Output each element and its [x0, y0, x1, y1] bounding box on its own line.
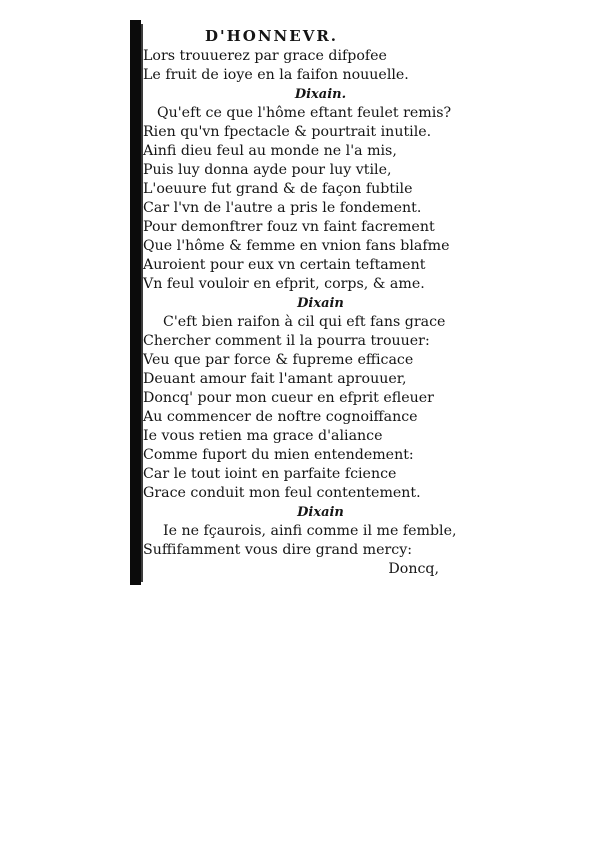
verse-line: Comme fuport du mien entendement: — [143, 447, 414, 463]
dixain-heading: Dixain — [297, 505, 344, 520]
verse-line: Au commencer de noftre cognoiffance — [143, 409, 418, 425]
verse-line: C'eft bien raifon à cil qui eft fans grace — [163, 314, 446, 330]
verse-line: Car l'vn de l'autre a pris le fondement. — [143, 200, 422, 216]
verse-line: Doncq' pour mon cueur en efprit efleuer — [143, 390, 434, 406]
verse-line: Pour demonftrer fouz vn faint facrement — [143, 219, 435, 235]
poem-text-block — [143, 47, 457, 579]
page-binding-edge — [130, 20, 141, 585]
verse-line: Ie ne fçaurois, ainfi comme il me femble, — [163, 523, 457, 539]
verse-line: Rien qu'vn fpectacle & pourtrait inutile. — [143, 124, 432, 140]
verse-line: Grace conduit mon feul contentement. — [143, 485, 421, 501]
verse-line: Auroient pour eux vn certain teftament — [143, 257, 426, 273]
dixain-heading: Dixain. — [294, 87, 347, 102]
running-head: D'HONNEVR. — [205, 27, 339, 45]
verse-line: L'oeuure fut grand & de façon fubtile — [143, 181, 413, 197]
verse-line: Lors trouuerez par grace difpofee — [143, 48, 387, 64]
verse-line: Ie vous retien ma grace d'aliance — [143, 428, 383, 444]
verse-line: Le fruit de ioye en la faifon nouuelle. — [143, 67, 409, 83]
verse-line: Puis luy donna ayde pour luy vtile, — [143, 162, 392, 178]
verse-line: Car le tout ioint en parfaite fcience — [143, 466, 397, 482]
verse-line: Chercher comment il la pourra trouuer: — [143, 333, 430, 349]
dixain-heading: Dixain — [297, 296, 344, 311]
verse-line: Deuant amour fait l'amant aprouuer, — [143, 371, 407, 387]
verse-line: Que l'hôme & femme en vnion fans blafme — [143, 238, 450, 254]
verse-line: Qu'eft ce que l'hôme eftant feulet remis? — [157, 105, 452, 121]
verse-line: Ainfi dieu feul au monde ne l'a mis, — [143, 143, 397, 159]
verse-line: Veu que par force & fupreme efficace — [143, 352, 414, 368]
verse-line: Suffifamment vous dire grand mercy: — [143, 542, 413, 558]
verse-line: Vn feul vouloir en efprit, corps, & ame. — [143, 276, 425, 292]
catchword: Doncq, — [388, 561, 439, 577]
